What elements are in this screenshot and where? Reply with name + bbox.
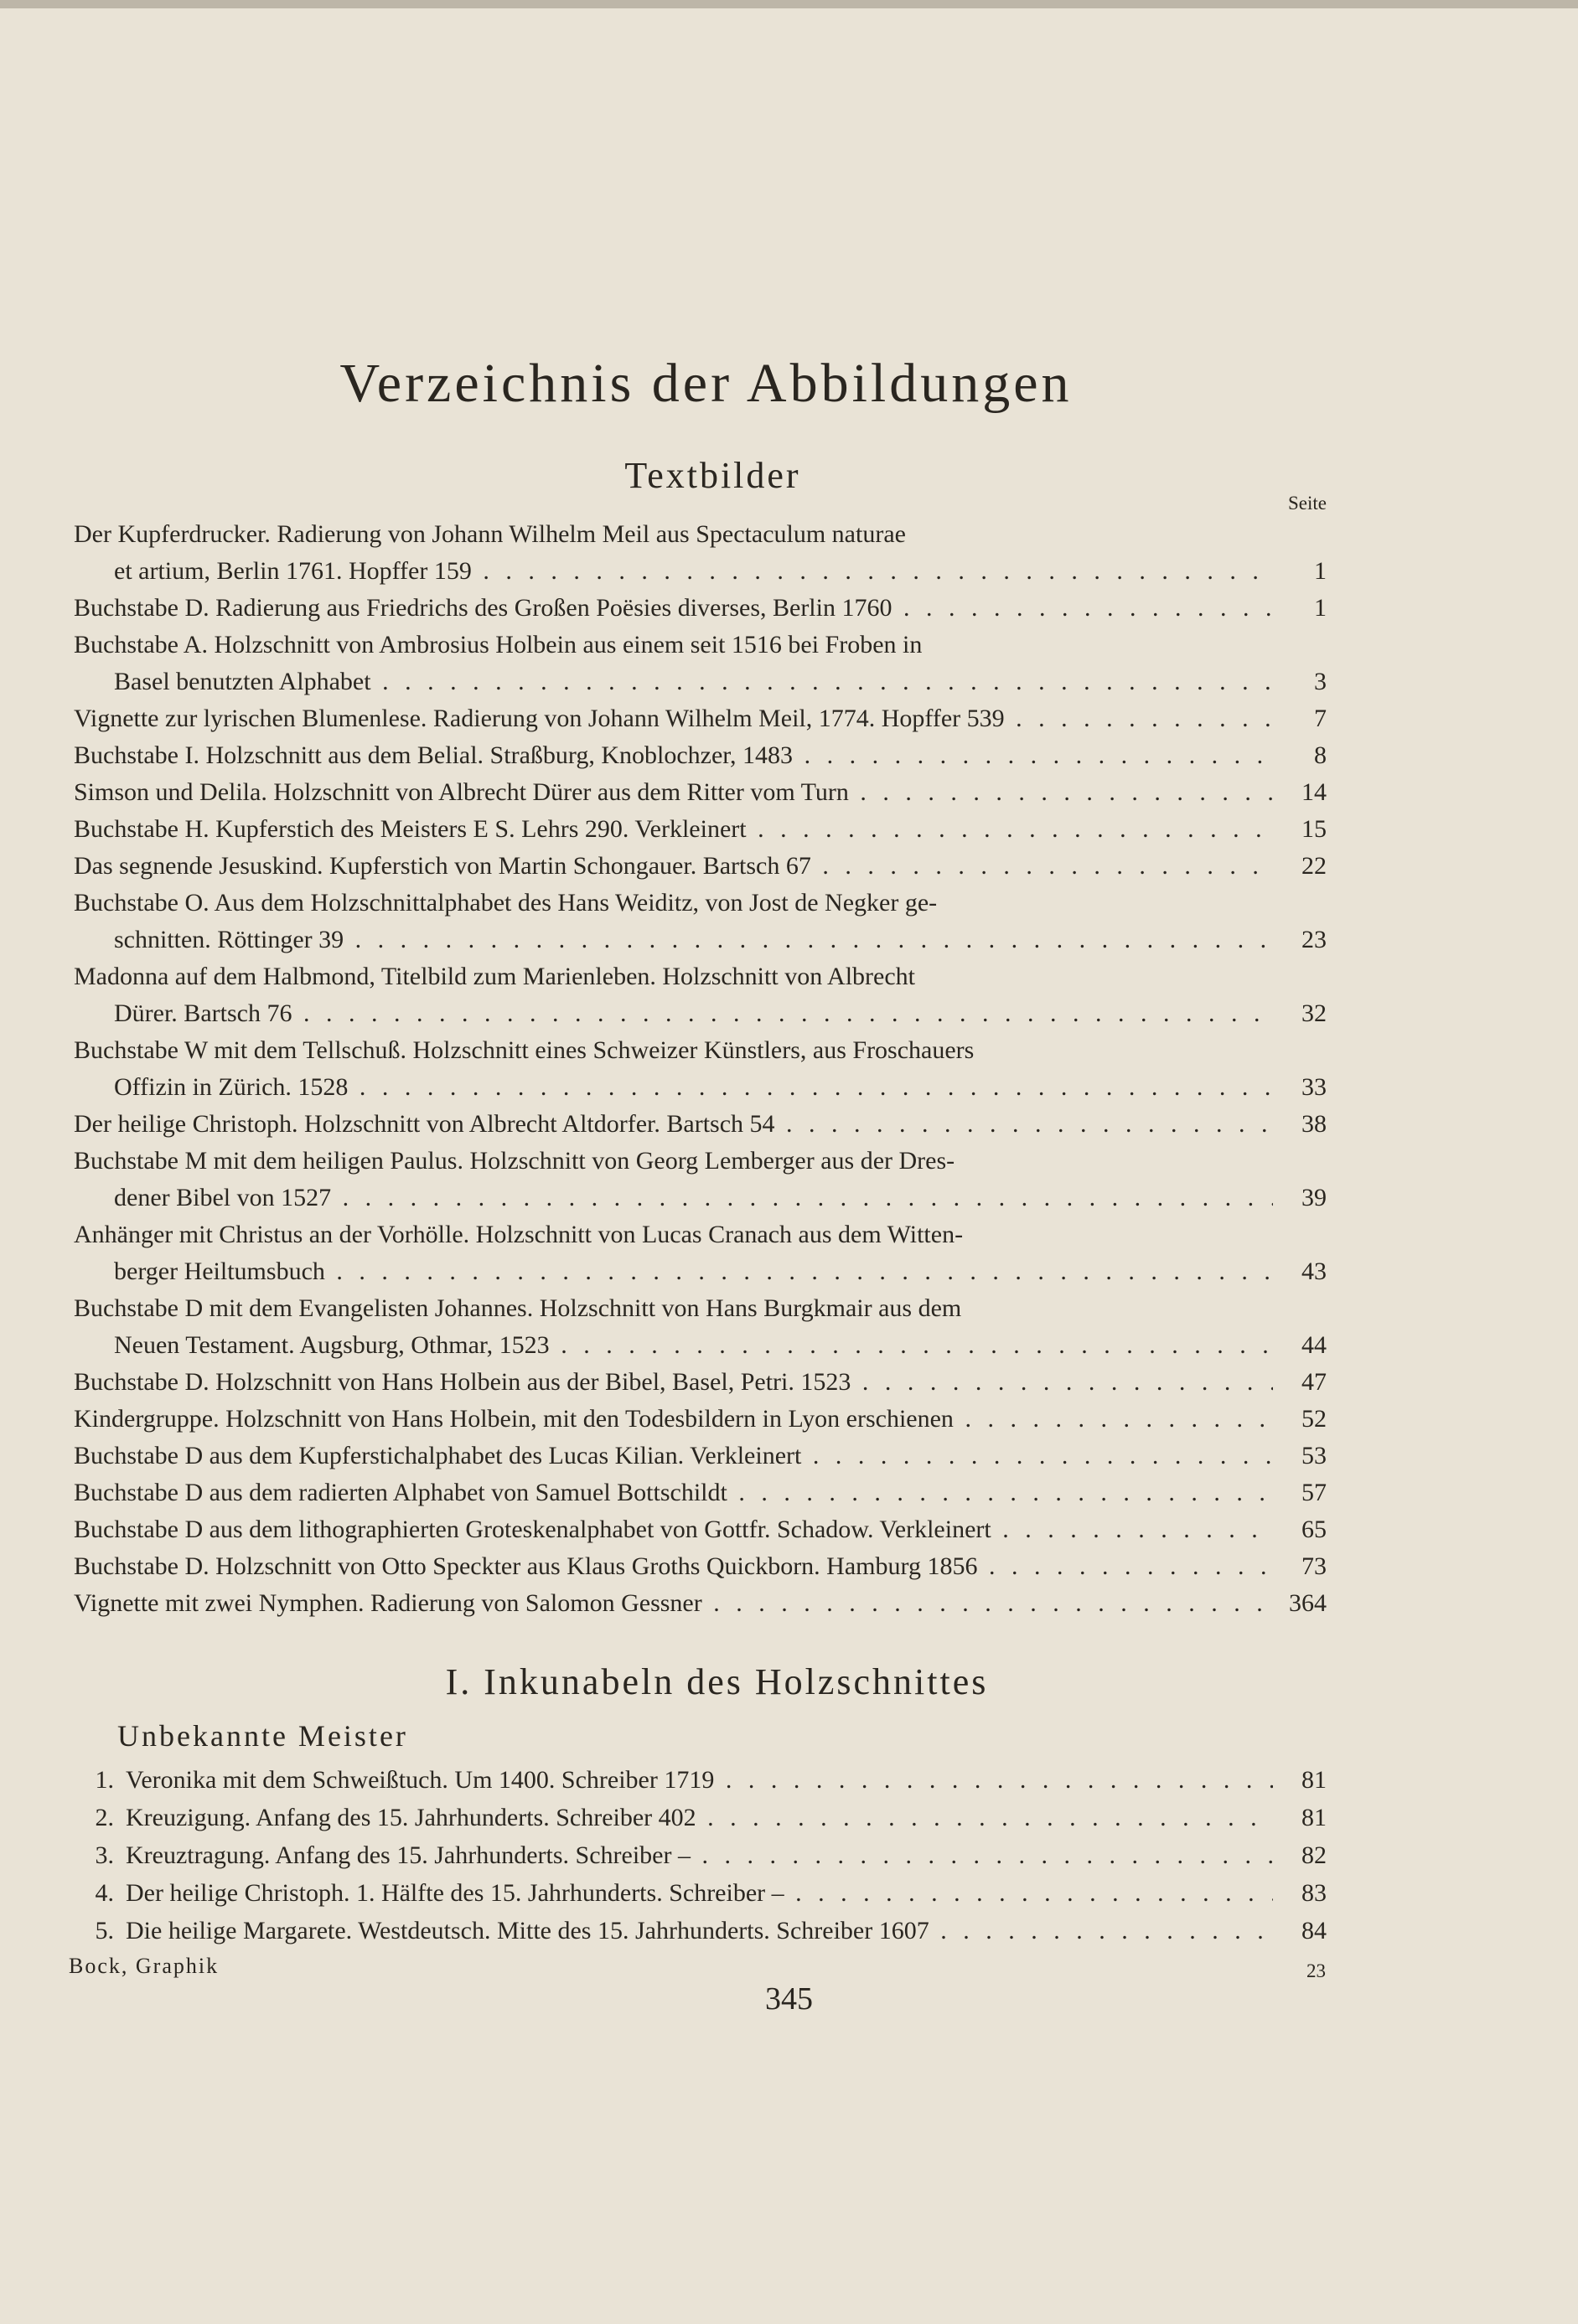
- entry-page-number: 33: [1301, 1073, 1327, 1101]
- catalog-entry: [74, 1761, 1327, 1799]
- entry-number: 1.: [95, 1766, 114, 1794]
- entry-text-line: Madonna auf dem Halbmond, Titelbild zum Marienleben. Holzschnitt von Albrecht: [74, 963, 915, 990]
- catalog-entry: [74, 1874, 1327, 1912]
- entry-text-line: dener Bibel von 1527 . . .: [74, 1180, 1273, 1216]
- textbild-entry: [74, 1474, 1327, 1511]
- section-list: [74, 1761, 1327, 1950]
- entry-text-line: Buchstabe D aus dem lithographierten Groteskenalphabet von Gottfr. Schadow. Verkleinert . . .: [74, 1511, 1273, 1548]
- entry-text-line: Neuen Testament. Augsburg, Othmar, 1523 . . .: [74, 1327, 1273, 1364]
- textbild-entry: [74, 1548, 1327, 1585]
- entry-text-line: Vignette zur lyrischen Blumenlese. Radierung von Johann Wilhelm Meil, 1774. Hopffer 539 . . .: [74, 700, 1273, 737]
- entry-text-line: Buchstabe D mit dem Evangelisten Johannes. Holzschnitt von Hans Burgkmair aus dem: [74, 1294, 962, 1322]
- textbild-entry: [74, 885, 1327, 958]
- entry-page-number: 81: [1301, 1766, 1327, 1794]
- entry-page-number: 53: [1301, 1442, 1327, 1469]
- entry-text-line: Das segnende Jesuskind. Kupferstich von Martin Schongauer. Bartsch 67 . . .: [74, 848, 1273, 885]
- entry-page-number: 52: [1301, 1405, 1327, 1433]
- textbild-entry: [74, 1585, 1327, 1622]
- entry-page-number: 57: [1301, 1479, 1327, 1506]
- entry-text-line: Dürer. Bartsch 76 . . .: [74, 995, 1273, 1032]
- entry-page-number: 14: [1301, 778, 1327, 806]
- textbild-entry: [74, 1401, 1327, 1438]
- textbild-entry: [74, 700, 1327, 737]
- entry-page-number: 82: [1301, 1841, 1327, 1869]
- entry-text-line: Offizin in Zürich. 1528 . . .: [74, 1069, 1273, 1106]
- entry-page-number: 3: [1314, 668, 1327, 695]
- entry-page-number: 364: [1289, 1589, 1327, 1617]
- entry-text-line: Buchstabe D. Holzschnitt von Hans Holbein aus der Bibel, Basel, Petri. 1523 . . .: [74, 1364, 1273, 1401]
- entry-page-number: 15: [1301, 815, 1327, 843]
- textbild-entry: [74, 590, 1327, 627]
- entry-text-line: Buchstabe D aus dem Kupferstichalphabet des Lucas Kilian. Verkleinert . . .: [74, 1438, 1273, 1474]
- entry-text-line: Basel benutzten Alphabet . . .: [74, 664, 1273, 700]
- textbild-entry: [74, 1290, 1327, 1364]
- entry-page-number: 65: [1301, 1516, 1327, 1543]
- textbild-entry: [74, 1032, 1327, 1106]
- entry-text-line: Buchstabe I. Holzschnitt aus dem Belial. Straßburg, Knoblochzer, 1483 . . .: [74, 737, 1273, 774]
- textbild-entry: [74, 958, 1327, 1032]
- textbild-entry: [74, 1106, 1327, 1143]
- textbilder-heading: Textbilder: [624, 455, 801, 496]
- entry-text-line: Der heilige Christoph. Holzschnitt von Albrecht Altdorfer. Bartsch 54 . . .: [74, 1106, 1273, 1143]
- entry-page-number: 39: [1301, 1184, 1327, 1211]
- entry-text: Kreuztragung. Anfang des 15. Jahrhunderts. Schreiber – . . .: [126, 1836, 1273, 1874]
- entry-text-line: Buchstabe O. Aus dem Holzschnittalphabet des Hans Weiditz, von Jost de Negker ge-: [74, 889, 938, 917]
- textbild-entry: [74, 1511, 1327, 1548]
- textbilder-list: [74, 516, 1327, 1622]
- entry-text-line: Anhänger mit Christus an der Vorhölle. Holzschnitt von Lucas Cranach aus dem Witten-: [74, 1221, 964, 1248]
- textbild-entry: [74, 848, 1327, 885]
- entry-number: 5.: [95, 1917, 114, 1944]
- page-content: [74, 350, 1327, 1950]
- entry-page-number: 1: [1314, 557, 1327, 585]
- textbild-entry: [74, 627, 1327, 700]
- seite-label: Seite: [1288, 493, 1327, 514]
- entry-page-number: 81: [1301, 1804, 1327, 1831]
- textbild-entry: [74, 516, 1327, 590]
- catalog-entry: [74, 1799, 1327, 1836]
- entry-text: Der heilige Christoph. 1. Hälfte des 15. Jahrhunderts. Schreiber – . . .: [126, 1874, 1273, 1912]
- sheet-number: 23: [1306, 1960, 1326, 1981]
- entry-text-line: Kindergruppe. Holzschnitt von Hans Holbein, mit den Todesbildern in Lyon erschienen . . .: [74, 1401, 1273, 1438]
- entry-page-number: 84: [1301, 1917, 1327, 1944]
- entry-text: Die heilige Margarete. Westdeutsch. Mitte des 15. Jahrhunderts. Schreiber 1607 . . .: [126, 1912, 1273, 1950]
- entry-text-line: Simson und Delila. Holzschnitt von Albrecht Dürer aus dem Ritter vom Turn . . .: [74, 774, 1273, 811]
- entry-text-line: Buchstabe M mit dem heiligen Paulus. Holzschnitt von Georg Lemberger aus der Dres-: [74, 1147, 955, 1175]
- entry-text-line: et artium, Berlin 1761. Hopffer 159 . . .: [74, 553, 1273, 590]
- textbild-entry: [74, 1143, 1327, 1216]
- entry-text-line: Buchstabe D. Holzschnitt von Otto Speckter aus Klaus Groths Quickborn. Hamburg 1856 . . .: [74, 1548, 1273, 1585]
- entry-page-number: 38: [1301, 1110, 1327, 1138]
- textbild-entry: [74, 737, 1327, 774]
- entry-page-number: 22: [1301, 852, 1327, 880]
- entry-text-line: Buchstabe D aus dem radierten Alphabet von Samuel Bottschildt . . .: [74, 1474, 1273, 1511]
- signature-mark: Bock, Graphik: [69, 1954, 220, 1978]
- entry-text-line: Vignette mit zwei Nymphen. Radierung von Salomon Gessner . . .: [74, 1585, 1273, 1622]
- entry-number: 3.: [95, 1841, 114, 1869]
- entry-page-number: 73: [1301, 1552, 1327, 1580]
- entry-text-line: schnitten. Röttinger 39 . . .: [74, 922, 1273, 958]
- entry-text-line: Buchstabe A. Holzschnitt von Ambrosius Holbein aus einem seit 1516 bei Froben in: [74, 631, 923, 658]
- section-heading: I. Inkunabeln des Holzschnittes: [445, 1661, 989, 1702]
- entry-page-number: 7: [1314, 705, 1327, 732]
- entry-page-number: 83: [1301, 1879, 1327, 1907]
- entry-number: 4.: [95, 1879, 114, 1907]
- entry-text-line: berger Heiltumsbuch . . .: [74, 1253, 1273, 1290]
- textbild-entry: [74, 1438, 1327, 1474]
- entry-number: 2.: [95, 1804, 114, 1831]
- entry-page-number: 23: [1301, 926, 1327, 953]
- textbild-entry: [74, 1364, 1327, 1401]
- textbild-entry: [74, 774, 1327, 811]
- textbild-entry: [74, 811, 1327, 848]
- entry-page-number: 8: [1314, 741, 1327, 769]
- entry-text-line: Buchstabe H. Kupferstich des Meisters E S. Lehrs 290. Verkleinert . . .: [74, 811, 1273, 848]
- catalog-entry: [74, 1912, 1327, 1950]
- textbild-entry: [74, 1216, 1327, 1290]
- entry-page-number: 43: [1301, 1258, 1327, 1285]
- top-edge: [0, 0, 1578, 8]
- entry-page-number: 47: [1301, 1368, 1327, 1396]
- catalog-entry: [74, 1836, 1327, 1874]
- entry-text-line: Buchstabe D. Radierung aus Friedrichs des Großen Poësies diverses, Berlin 1760 . . .: [74, 590, 1273, 627]
- page-title: Verzeichnis der Abbildungen: [339, 353, 1073, 414]
- entry-page-number: 1: [1314, 594, 1327, 622]
- entry-text: Kreuzigung. Anfang des 15. Jahrhunderts. Schreiber 402 . . .: [126, 1799, 1273, 1836]
- section-subheading: Unbekannte Meister: [117, 1719, 408, 1753]
- entry-text-line: Der Kupferdrucker. Radierung von Johann Wilhelm Meil aus Spectaculum naturae: [74, 520, 906, 548]
- entry-text-line: Buchstabe W mit dem Tellschuß. Holzschnitt eines Schweizer Künstlers, aus Froschauers: [74, 1036, 975, 1064]
- entry-text: Veronika mit dem Schweißtuch. Um 1400. Schreiber 1719 . . .: [126, 1761, 1273, 1799]
- entry-page-number: 32: [1301, 999, 1327, 1027]
- entry-page-number: 44: [1301, 1331, 1327, 1359]
- page-number: 345: [765, 1981, 813, 2017]
